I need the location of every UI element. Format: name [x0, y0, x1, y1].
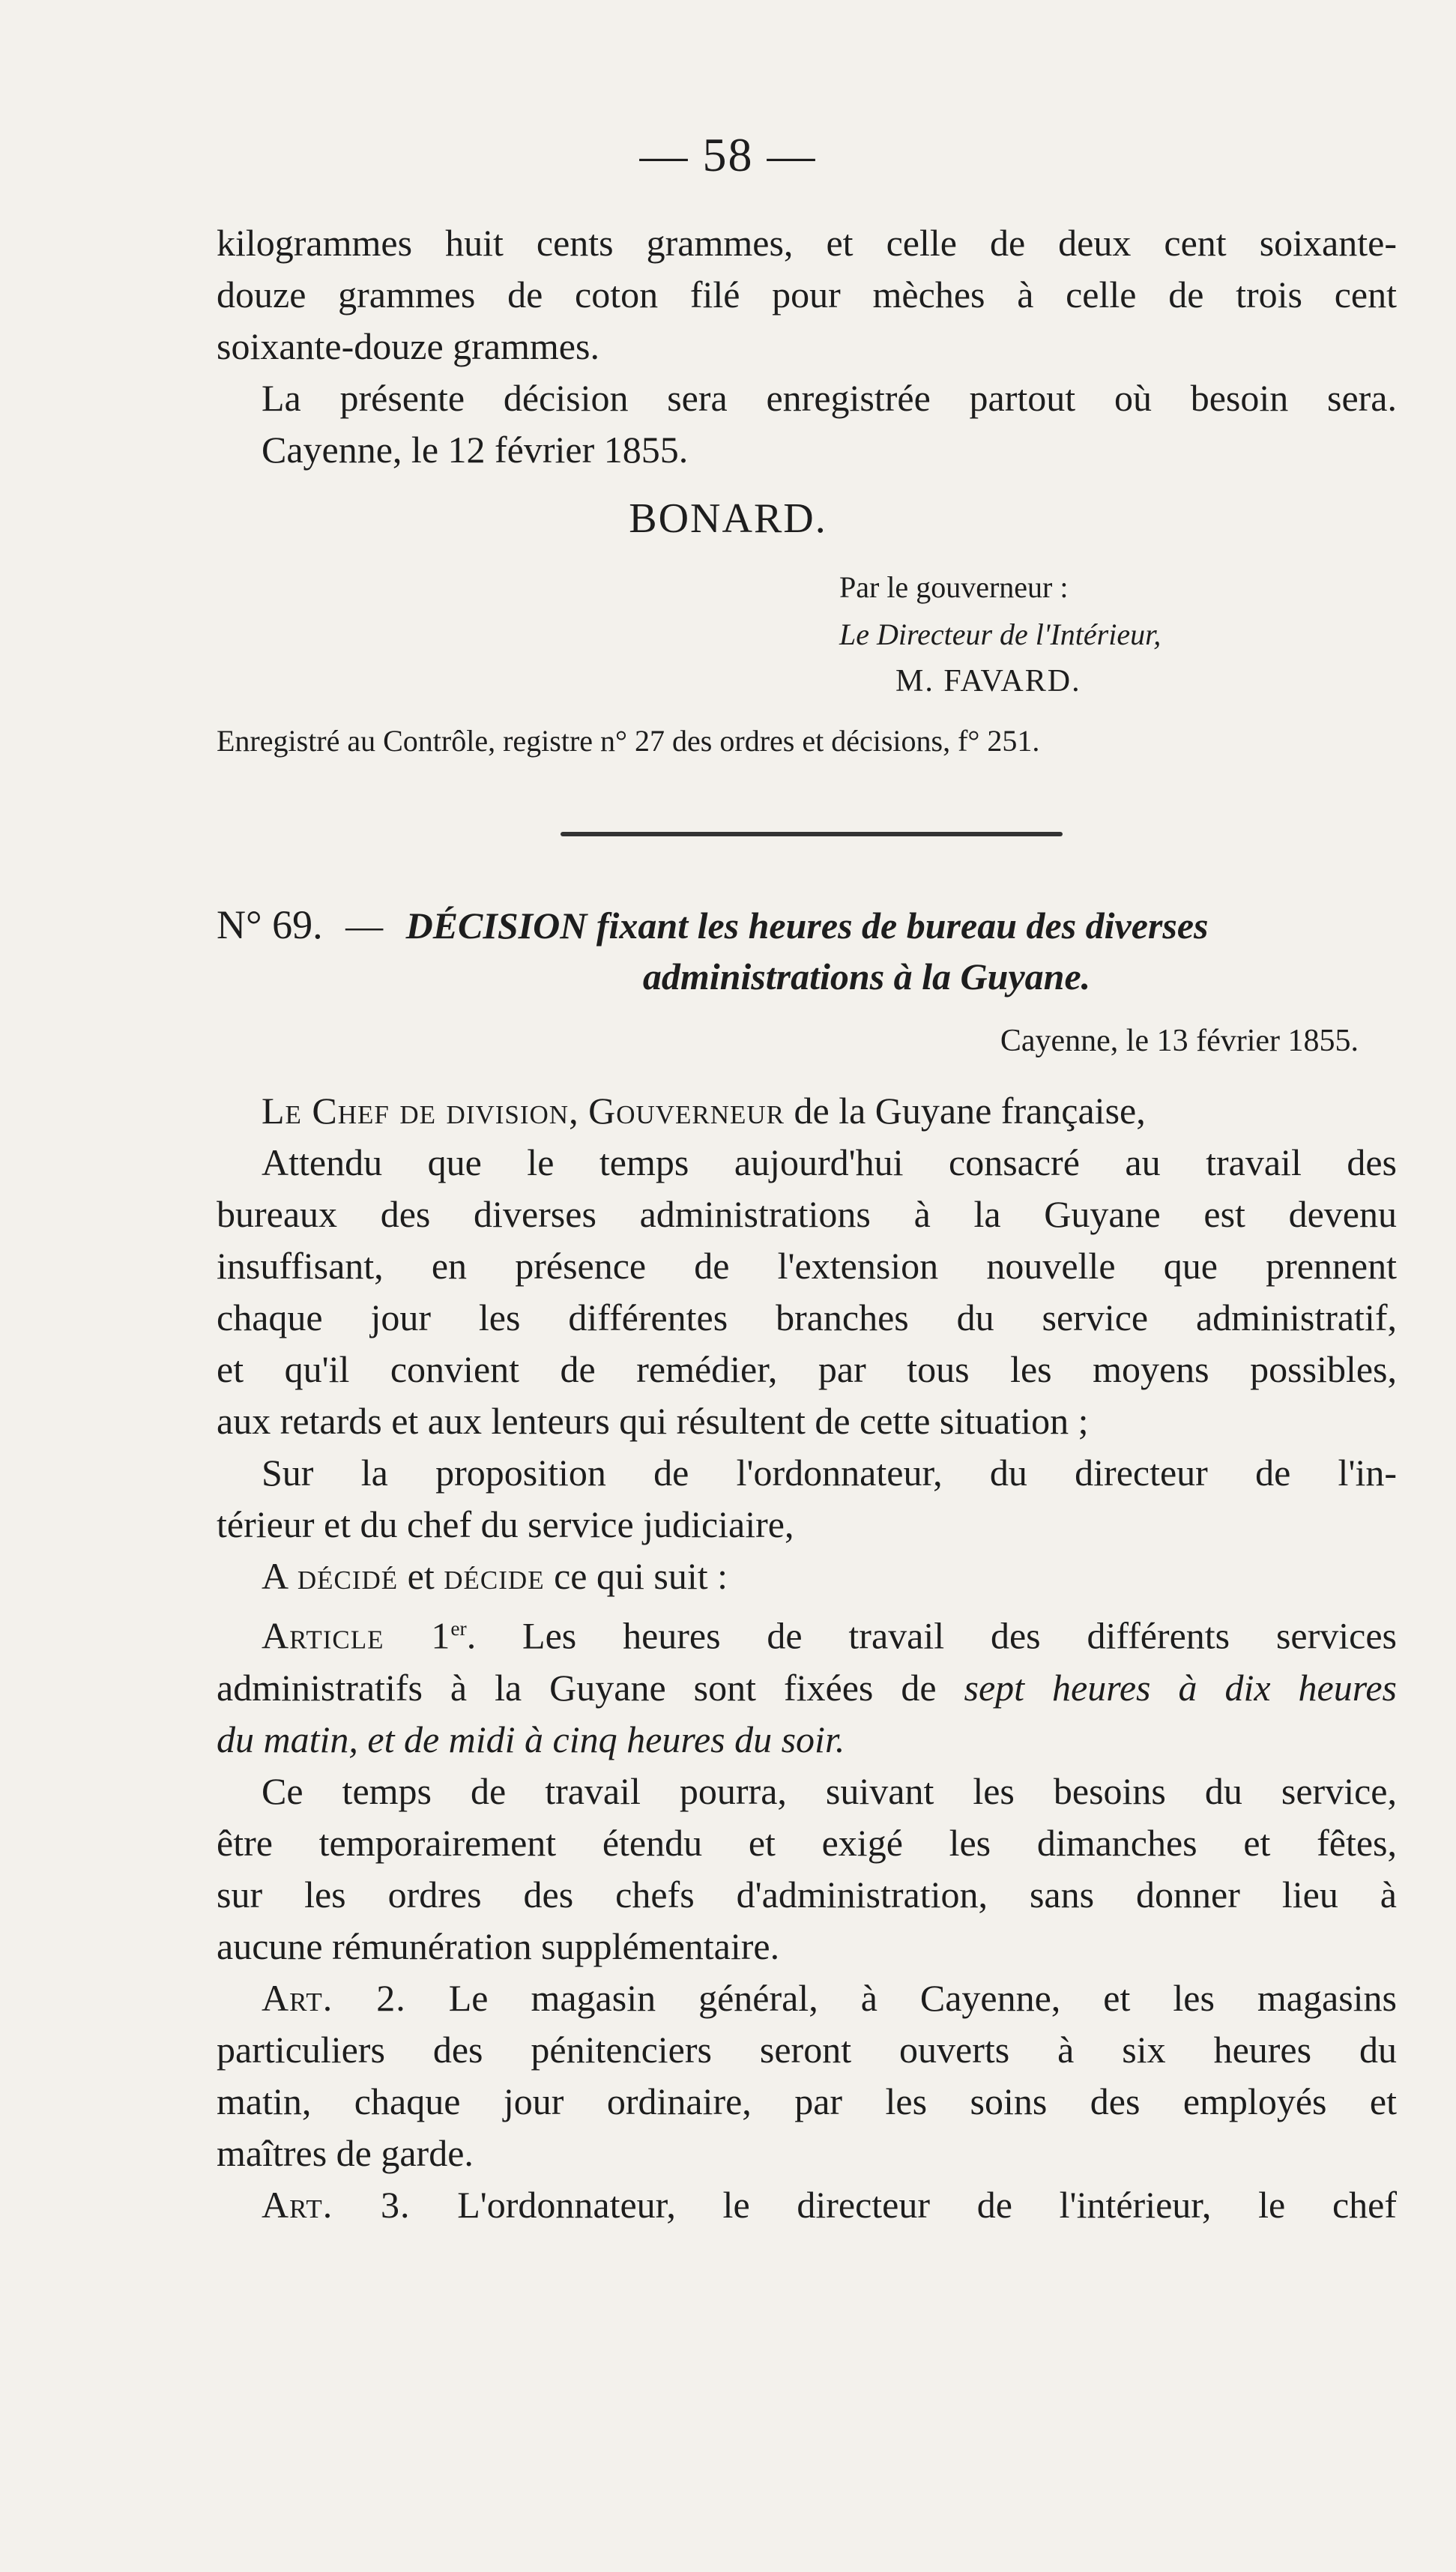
preamble — [217, 1085, 1397, 1137]
title-line-1: DÉCISION fixant les heures de bureau des diverses — [405, 905, 1209, 947]
preamble-rest: de la Guyane française, — [794, 1090, 1146, 1132]
proposition-line: térieur et du chef du service judiciaire, — [217, 1503, 794, 1545]
text-line: soixante-douze grammes. — [217, 325, 599, 367]
place-date: Cayenne, le 12 février 1855. — [262, 429, 689, 471]
signature-title: Le Directeur de l'Intérieur, — [839, 618, 1162, 651]
title-dash: — — [345, 905, 384, 947]
proposition-line: Sur la proposition de l'ordonnateur, du directeur de l'in- — [262, 1452, 1397, 1494]
registration-sentence: La présente décision sera enregistrée partout où besoin sera. — [262, 377, 1397, 419]
continuation-paragraph — [217, 217, 1397, 476]
attendu-line: aux retards et aux lenteurs qui résultent de cette situation ; — [217, 1400, 1089, 1442]
preamble-gouverneur: Gouverneur — [588, 1090, 785, 1132]
signature-par: Par le gouverneur : — [839, 570, 1069, 604]
signature-name: BONARD. — [629, 495, 827, 542]
decision-date: Cayenne, le 13 février 1855. — [1000, 1024, 1359, 1058]
article-1-para-2: Ce temps de travail pourra, suivant les besoins du service, — [262, 1769, 1397, 1812]
title-line-2: administrations à la Guyane. — [642, 956, 1091, 997]
article-2-line: matin, chaque jour ordinaire, par les soins des employés et — [217, 2080, 1397, 2122]
attendu-line: chaque jour les différentes branches du service administratif, — [217, 1296, 1397, 1338]
attendu-line: et qu'il convient de remédier, par tous les moyens possibles, — [217, 1348, 1397, 1390]
article-2-line: particuliers des pénitenciers seront ouverts à six heures du — [217, 2028, 1397, 2071]
article-2-line-1: Art. 2. Le magasin général, à Cayenne, et les magasins — [262, 1976, 1397, 2019]
text-line: douze grammes de coton filé pour mèches à celle de trois cent — [217, 274, 1397, 316]
article-1-para-2: sur les ordres des chefs d'administration, sans donner lieu à — [217, 1873, 1397, 1916]
section-divider — [561, 832, 1063, 836]
article-1-line-3: du matin, et de midi à cinq heures du soir. — [217, 1718, 845, 1760]
registration-note: Enregistré au Contrôle, registre n° 27 des ordres et décisions, f° 251. — [217, 724, 1040, 758]
article-1-line-1: Article 1er. Les heures de travail des différents services — [262, 1614, 1397, 1657]
decision-title — [217, 899, 1397, 1002]
article-3-line-1: Art. 3. L'ordonnateur, le directeur de l'intérieur, le chef — [262, 2183, 1397, 2226]
attendu-line: bureaux des diverses administrations à la Guyane est devenu — [217, 1193, 1397, 1235]
text-line: kilogrammes huit cents grammes, et celle de deux cent soixante- — [217, 222, 1397, 264]
decide-line: A décidé et décide ce qui suit : — [262, 1555, 728, 1597]
article-1-para-2: être temporairement étendu et exigé les dimanches et fêtes, — [217, 1821, 1397, 1864]
preamble-chef: Le Chef de division, — [262, 1090, 579, 1132]
page-number: — 58 — — [639, 128, 817, 181]
article-1-para-2: aucune rémunération supplémentaire. — [217, 1925, 780, 1967]
decision-body — [217, 1085, 1397, 2231]
attendu-line: insuffisant, en présence de l'extension nouvelle que prennent — [217, 1245, 1397, 1287]
article-1-line-2: administratifs à la Guyane sont fixées de sept heures à dix heures — [217, 1666, 1397, 1709]
article-2-line: maîtres de garde. — [217, 2131, 474, 2174]
attendu-line: Attendu que le temps aujourd'hui consacré au travail des — [262, 1141, 1397, 1183]
signature-signatory: M. FAVARD. — [895, 664, 1081, 698]
decision-number: N° 69. — [217, 902, 323, 947]
